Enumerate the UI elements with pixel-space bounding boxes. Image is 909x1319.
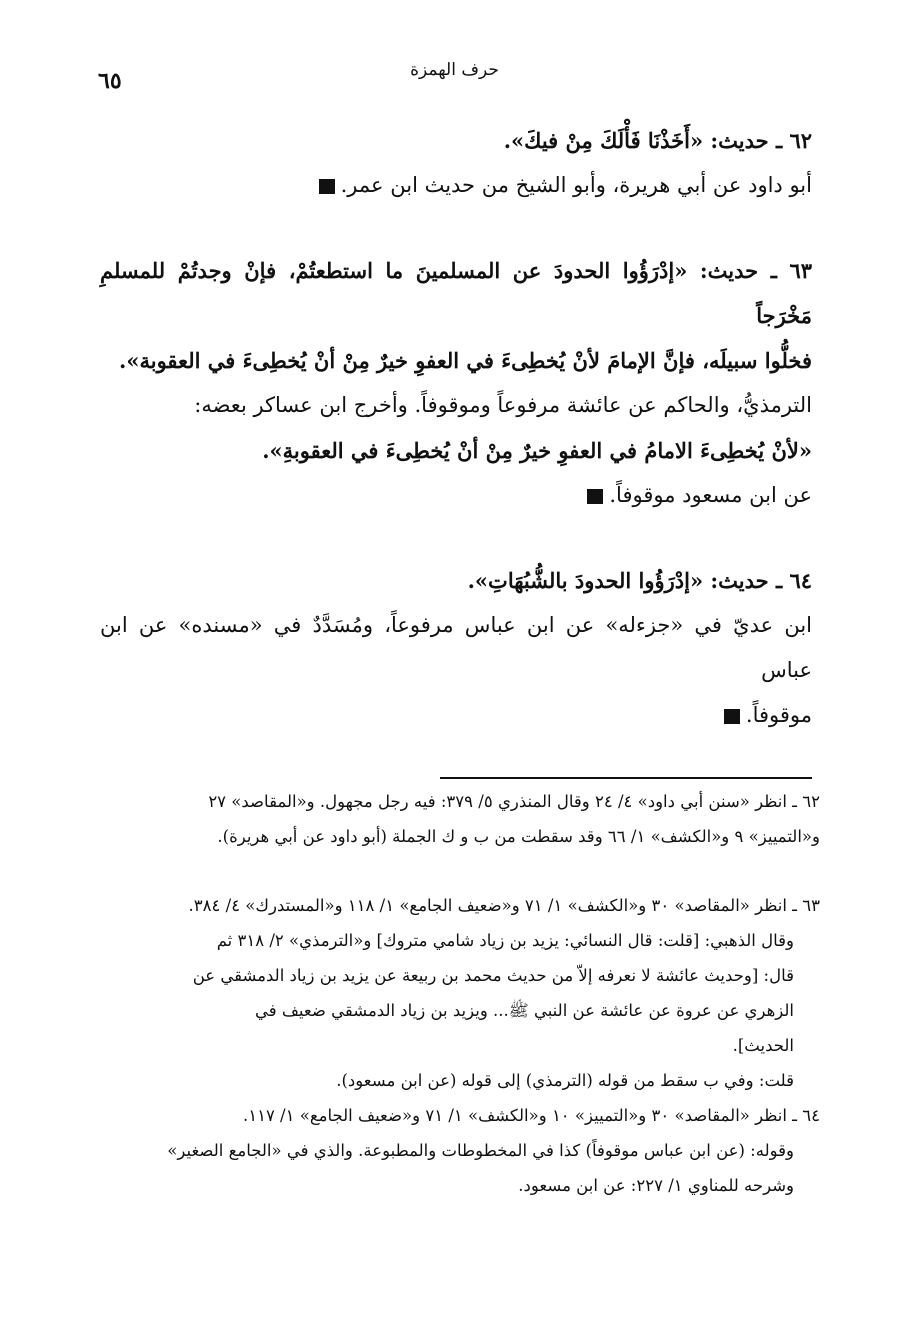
end-square-icon — [319, 179, 335, 194]
footnote-line: ٦٣ ـ انظر «المقاصد» ٣٠ و«الكشف» ١/ ٧١ و«ضعيف الجامع» ١/ ١١٨ و«المستدرك» ٤/ ٣٨٤. — [188, 896, 820, 915]
commentary-text: أبو داود عن أبي هريرة، وأبو الشيخ من حديث ابن عمر. — [340, 173, 812, 197]
footnote-line: ٦٤ ـ انظر «المقاصد» ٣٠ و«التمييز» ١٠ و«الكشف» ١/ ٧١ و«ضعيف الجامع» ١/ ١١٧. — [242, 1106, 820, 1125]
footnote-line: وقوله: (عن ابن عباس موقوفاً) كذا في المخطوطات والمطبوعة. والذي في «الجامع الصغير» — [167, 1141, 794, 1160]
commentary-text: موقوفاً. — [745, 703, 812, 727]
running-title: حرف الهمزة — [410, 60, 499, 80]
footnote-divider — [440, 777, 812, 779]
entry-62 — [100, 118, 812, 208]
end-square-icon — [587, 489, 603, 504]
page-number: ٦٥ — [98, 68, 122, 94]
footnote-line: قال: [وحديث عائشة لا نعرفه إلاّ من حديث محمد بن ربيعة عن يزيد بن زياد الدمشقي عن — [192, 966, 794, 985]
footnote-63 — [100, 888, 820, 1098]
footnote-line: و«التمييز» ٩ و«الكشف» ١/ ٦٦ وقد سقطت من ب و ك الجملة (أبو داود عن أبي هريرة). — [217, 827, 820, 846]
footnote-line: ٦٢ ـ انظر «سنن أبي داود» ٤/ ٢٤ وقال المنذري ٥/ ٣٧٩: فيه رجل مجهول. و«المقاصد» ٢٧ — [208, 792, 820, 811]
commentary-line: ابن عديّ في «جزءله» عن ابن عباس مرفوعاً، ومُسَدَّدٌ في «مسنده» عن ابن عباس — [100, 613, 812, 682]
footnote-62 — [100, 784, 820, 854]
commentary-line: الترمذيُّ، والحاكم عن عائشة مرفوعاً وموقوفاً. وأخرج ابن عساكر بعضه: — [194, 393, 812, 417]
commentary-line — [100, 163, 812, 208]
hadith-text: فخلُّوا سبيلَه، فإنَّ الإمامَ لأنْ يُخطِىءَ في العفوِ خيرٌ مِنْ أنْ يُخطِىءَ في العقوبة». — [119, 348, 812, 373]
entry-63 — [100, 248, 812, 518]
hadith-text: ٦٢ ـ حديث: «أَخَذْنَا فَأْلَكَ مِنْ فيكَ». — [503, 128, 812, 153]
commentary-line — [100, 693, 812, 738]
quoted-hadith: «لأنْ يُخطِىءَ الامامُ في العفوِ خيرٌ مِنْ أنْ يُخطِىءَ في العقوبةِ». — [262, 438, 812, 463]
footnote-line: وشرحه للمناوي ١/ ٢٢٧: عن ابن مسعود. — [518, 1176, 794, 1195]
commentary-line — [100, 473, 812, 518]
footnote-64 — [100, 1098, 820, 1203]
main-text — [100, 118, 812, 778]
footnote-line: وقال الذهبي: [قلت: قال النسائي: يزيد بن زياد شامي متروك] و«الترمذي» ٢/ ٣١٨ ثم — [216, 931, 794, 950]
end-square-icon — [724, 709, 740, 724]
footnote-line: قلت: وفي ب سقط من قوله (الترمذي) إلى قوله (عن ابن مسعود). — [336, 1071, 794, 1090]
footnote-line: الحديث]. — [732, 1036, 794, 1055]
hadith-text: ٦٣ ـ حديث: «إدْرَؤُوا الحدودَ عن المسلمينَ ما استطعتُمْ، فإنْ وجدتُمْ للمسلمِ مَخْرَجاً — [100, 258, 812, 328]
hadith-text: ٦٤ ـ حديث: «إدْرَؤُوا الحدودَ بالشُّبُهَاتِ». — [467, 568, 812, 593]
footnote-line: الزهري عن عروة عن عائشة عن النبي ﷺ... ويزيد بن زياد الدمشقي ضعيف في — [254, 1001, 794, 1020]
entry-64 — [100, 558, 812, 738]
footnotes — [100, 784, 820, 1203]
commentary-text: عن ابن مسعود موقوفاً. — [609, 483, 812, 507]
